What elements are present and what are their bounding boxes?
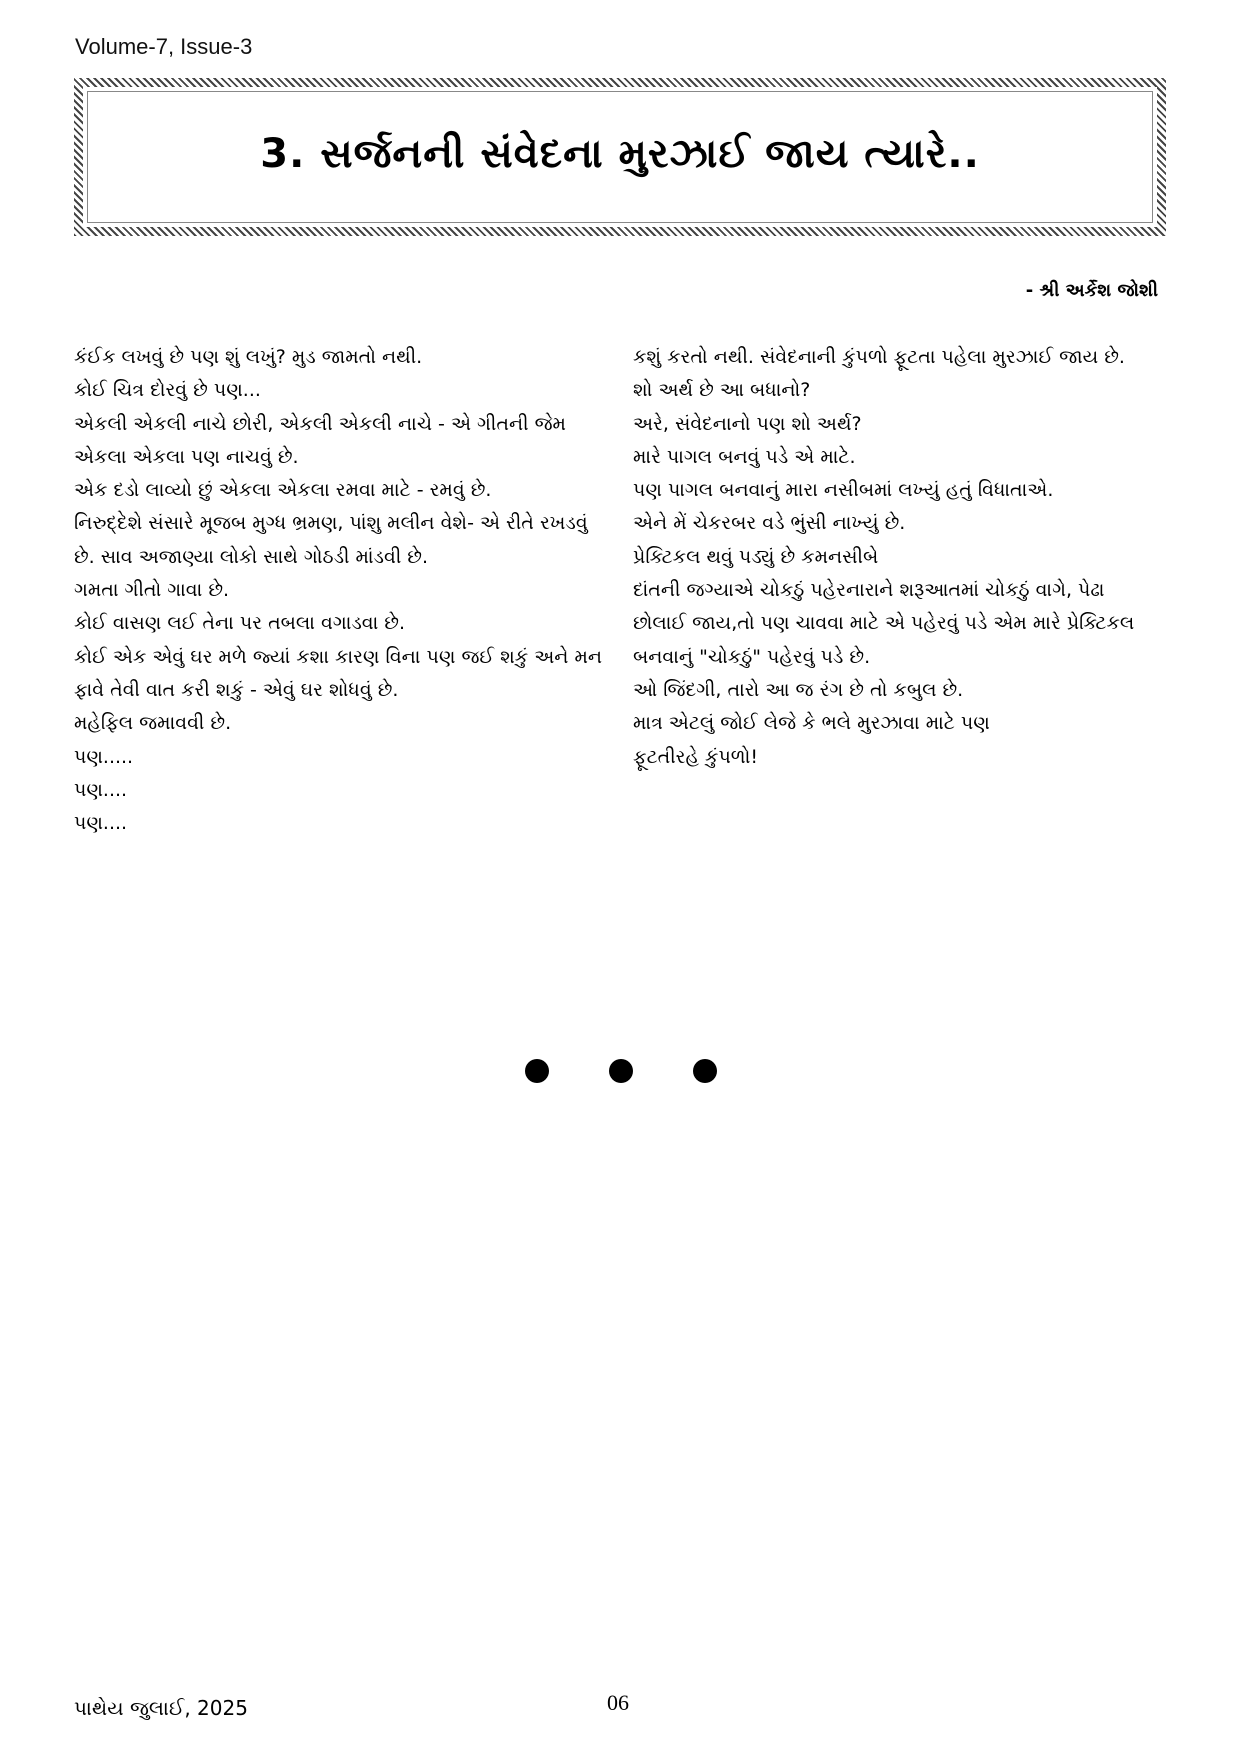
text-line: શો અર્થ છે આ બધાનો? [633,379,811,402]
text-line: મહેફિલ જમાવવી છે. [74,712,232,735]
text-line: એને મેં ચેકરબર વડે ભુંસી નાખ્યું છે. [633,512,906,535]
text-line: કોઈ વાસણ લઈ તેના પર તબલા વગાડવા છે. [74,612,406,635]
text-line: એક દડો લાવ્યો છું એકલા એકલા રમવા માટે - રમવું છે. [74,479,492,502]
text-line: છોલાઈ જાય,તો પણ ચાવવા માટે એ પહેરવું પડે એમ મારે પ્રેક્ટિકલ [633,612,1135,635]
text-line: ફૂટતીરહે કુંપળો! [633,745,758,768]
text-line: છે. સાવ અજાણ્યા લોકો સાથે ગોઠડી માંડવી છે. [74,545,429,568]
text-line: નિરુદ્દેશે સંસારે મૂજબ મુગ્ધ ભ્રમણ, પાંશુ મલીન વેશે- એ રીતે રખડવું [74,512,588,535]
text-line: કશું કરતો નથી. સંવેદનાની કુંપળો ફૂટતા પહેલા મુરઝાઈ જાય છે. [633,346,1125,368]
text-line: પણ.... [74,778,128,801]
text-line: બનવાનું "ચોકઠું" પહેરવું પડે છે. [633,645,871,668]
article-title: 3. સર્જનની સંવેદના મુરઝાઈ જાય ત્યારે.. [260,131,980,177]
volume-issue-label: Volume-7, Issue-3 [75,34,253,59]
text-line: કોઈ એક એવું ઘર મળે જ્યાં કશા કારણ વિના પણ જઈ શકું અને મન [74,645,603,668]
text-line: ઓ જિંદગી, તારો આ જ રંગ છે તો કબુલ છે. [633,678,964,701]
section-end-dots [525,1059,725,1085]
text-line: એકલા એકલા પણ નાચવું છે. [74,445,299,468]
text-line: પણ..... [74,745,134,768]
text-line: મારે પાગલ બનવું પડે એ માટે. [633,445,856,468]
text-line: એકલી એકલી નાચે છોરી, એકલી એકલી નાચે - એ ગીતની જેમ [74,412,566,435]
bullet-dot-icon [525,1059,549,1083]
text-line: દાંતની જગ્યાએ ચોકઠું પહેરનારાને શરૂઆતમાં ચોકઠું વાગે, પેઢા [633,579,1105,602]
text-line: ફાવે તેવી વાત કરી શકું - એવું ઘર શોધવું છે. [74,678,399,701]
page-number: 06 [607,1690,629,1715]
text-line: કોઈ ચિત્ર દોરવું છે પણ... [74,379,261,402]
text-line: પ્રેક્ટિકલ થવું પડ્યું છે કમનસીબે [633,545,879,568]
text-line: ગમતા ગીતો ગાવા છે. [74,579,230,602]
text-line: કંઈક લખવું છે પણ શું લખું? મુડ જામતો નથી. [74,346,423,368]
text-line: માત્ર એટલું જોઈ લેજે કે ભલે મુરઝાવા માટે પણ [633,712,990,735]
bullet-dot-icon [609,1059,633,1083]
article-author: - શ્રી અર્કેશ જોશી [1025,280,1158,301]
footer-publication: પાથેય જુલાઈ, 2025 [74,1696,248,1720]
bullet-dot-icon [693,1059,717,1083]
text-line: પણ પાગલ બનવાનું મારા નસીબમાં લખ્યું હતું વિધાતાએ. [633,479,1054,502]
text-line: પણ.... [74,812,128,835]
title-frame [74,78,1166,236]
right-text-column [633,341,1193,774]
text-line: અરે, સંવેદનાનો પણ શો અર્થ? [633,412,862,435]
left-text-column [74,341,604,840]
